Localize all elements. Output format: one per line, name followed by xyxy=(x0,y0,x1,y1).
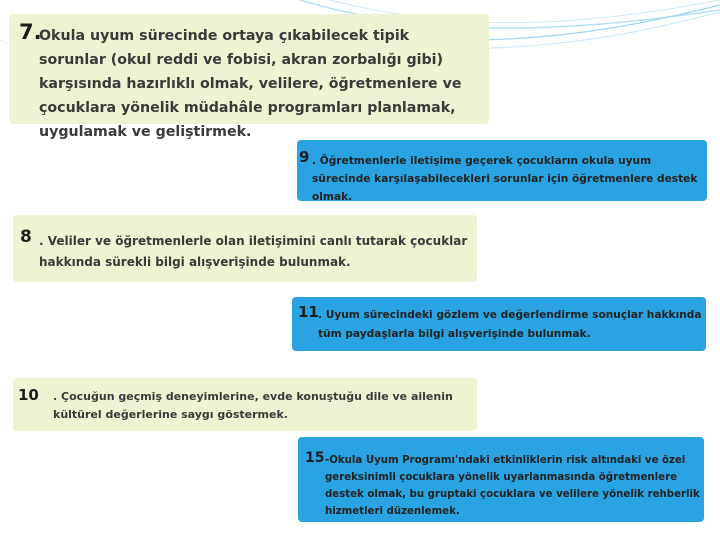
item-card-7 xyxy=(9,14,489,140)
item-number: 10 xyxy=(18,386,39,404)
item-text: -Okula Uyum Programı'ndaki etkinliklerin risk altındaki ve özel gereksinimli çocuklara yönelik uyarlanmasında öğretmenlere destek olmak, bu gruptaki çocuklara ve velilere yönelik rehberlik hizmetleri düzenlemek. xyxy=(325,455,700,517)
item-number: 7. xyxy=(19,20,42,44)
item-card-11 xyxy=(292,297,706,351)
item-number: 9 xyxy=(299,148,310,166)
item-card-8 xyxy=(13,215,477,282)
item-card-10 xyxy=(13,378,477,431)
item-card-15 xyxy=(298,437,704,522)
item-text: . Çocuğun geçmiş deneyimlerine, evde konuştuğu dile ve ailenin kültürel değerlerine saygı göstermek. xyxy=(53,390,453,421)
item-number: 15 xyxy=(305,450,325,466)
item-number: 11 xyxy=(298,303,319,321)
item-text: . Veliler ve öğretmenlerle olan iletişimini canlı tutarak çocuklar hakkında sürekli bilgi alışverişinde bulunmak. xyxy=(39,234,468,269)
item-card-9 xyxy=(297,140,707,201)
item-text: . Öğretmenlerle iletişime geçerek çocukların okula uyum sürecinde karşılaşabilecekleri sorunlar için öğretmenlere destek olmak. xyxy=(312,155,698,203)
item-text: . Uyum sürecindeki gözlem ve değerlendirme sonuçlar hakkında tüm paydaşlarla bilgi alışverişinde bulunmak. xyxy=(318,309,702,340)
item-number: 8 xyxy=(20,227,32,247)
item-text: Okula uyum sürecinde ortaya çıkabilecek tipik sorunlar (okul reddi ve fobisi, akran zorbalığı gibi) karşısında hazırlıklı olmak, velilere, öğretmenlere ve çocuklara yönelik müdahâle programları planlamak, uygulamak ve geliştirmek. xyxy=(39,28,462,140)
